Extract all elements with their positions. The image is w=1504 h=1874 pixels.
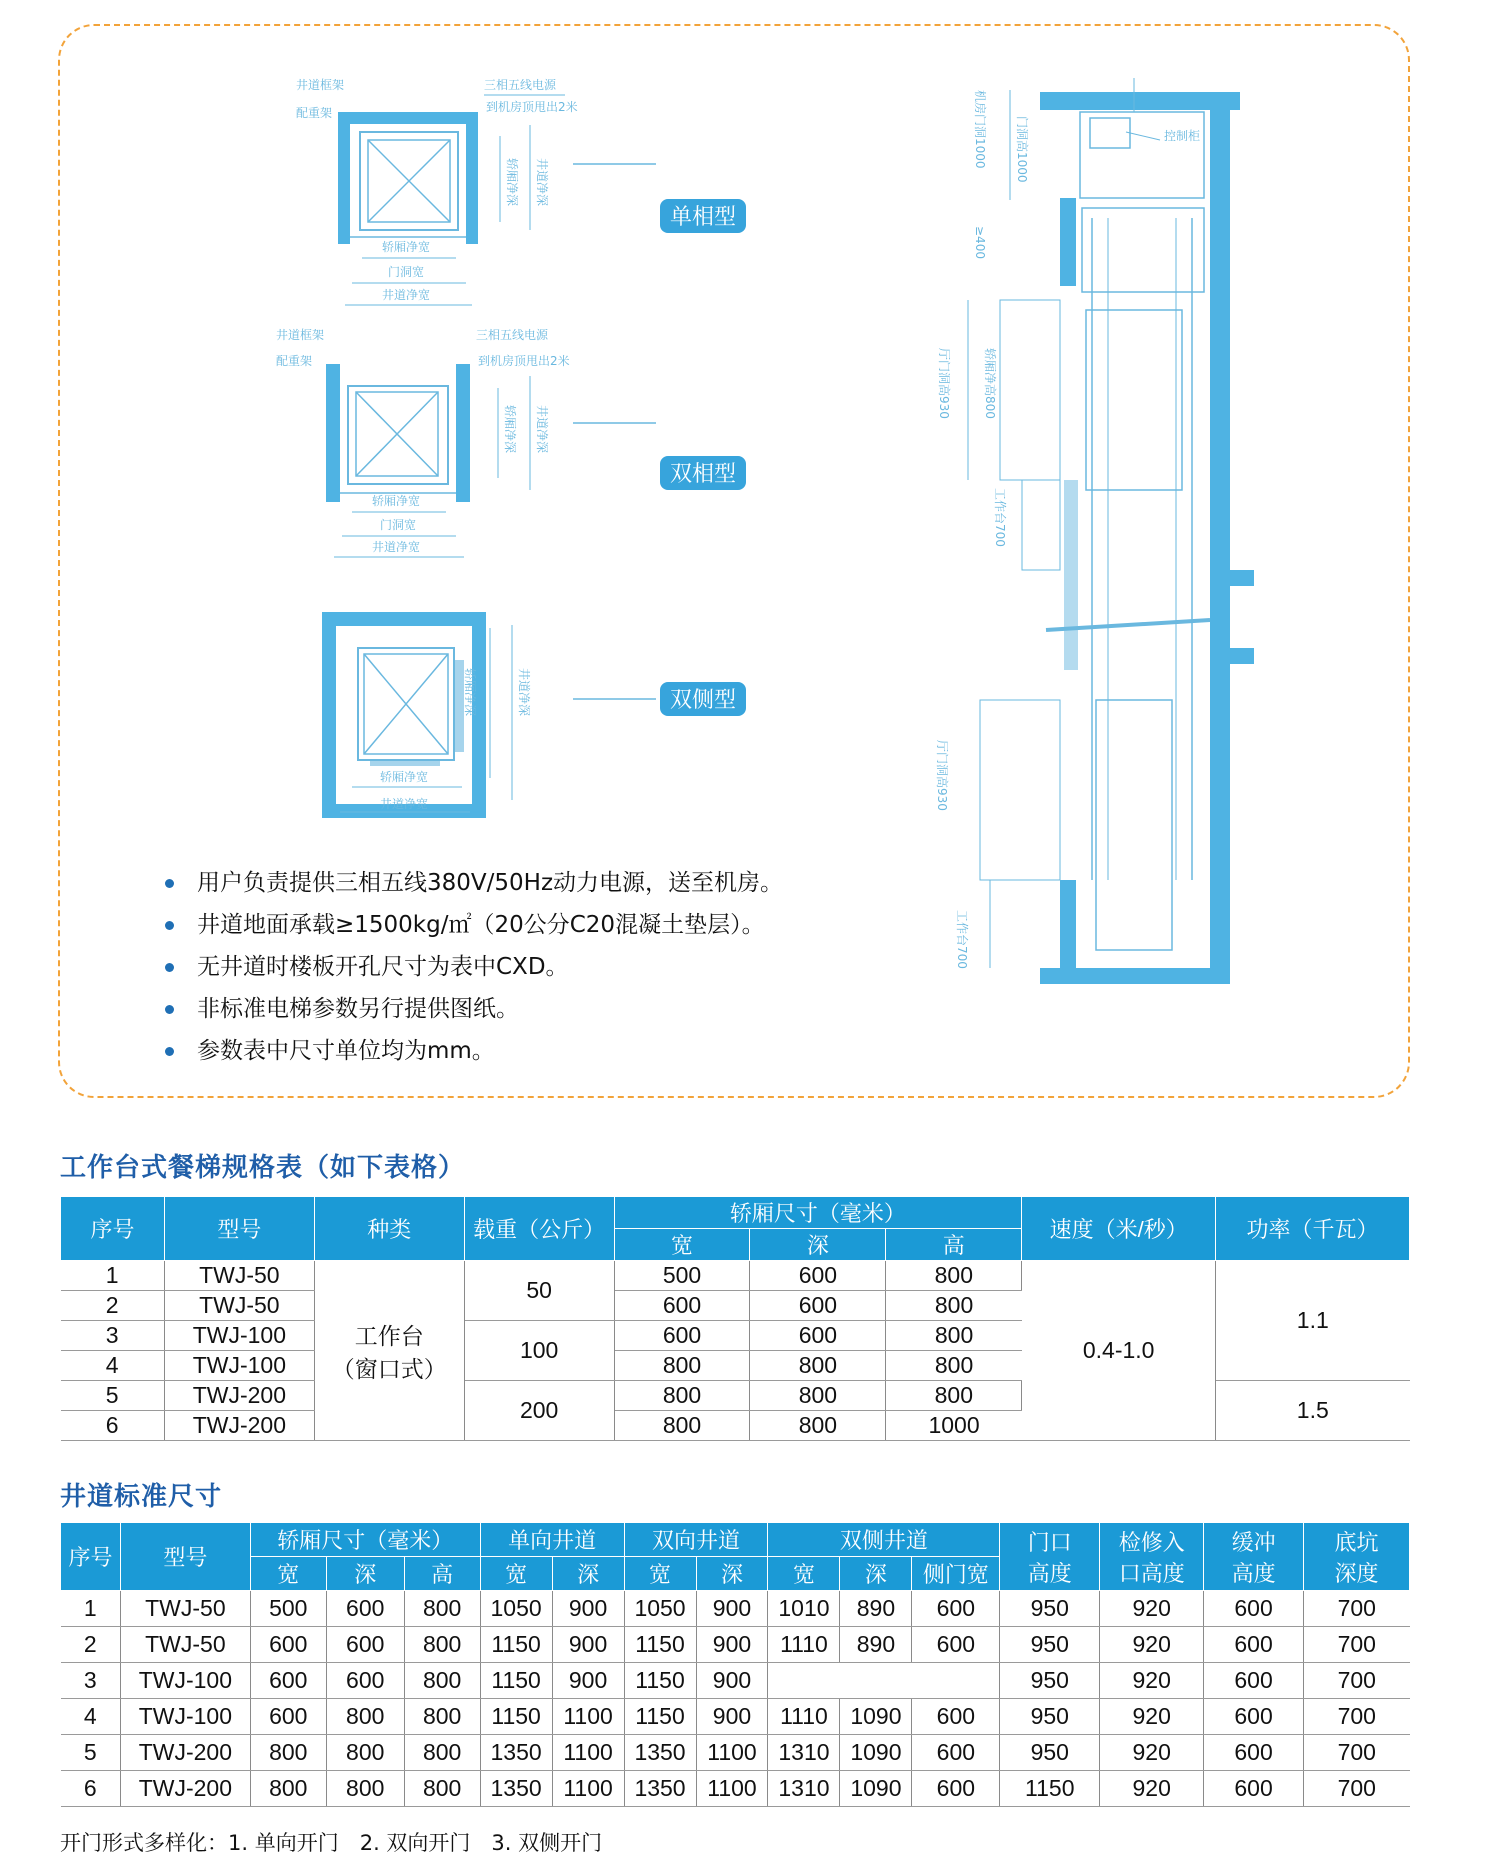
table-row (61, 1591, 1410, 1627)
th2-side-w: 宽 (768, 1557, 840, 1591)
cell-power: 1.5 (1216, 1381, 1410, 1441)
cell: 1150 (624, 1699, 696, 1735)
cell: 600 (912, 1591, 1000, 1627)
cell-width: 500 (614, 1261, 750, 1291)
control-cabinet-label: 控制柜 (1164, 129, 1201, 143)
power-label: 三相五线电源 (484, 78, 557, 92)
th2-single-w: 宽 (480, 1557, 552, 1591)
cell-height: 800 (886, 1321, 1022, 1351)
th-width: 宽 (614, 1229, 750, 1261)
car-width-label-2: 轿厢净宽 (372, 494, 421, 508)
tag-double-text: 双相型 (669, 462, 737, 487)
cell-height: 800 (886, 1261, 1022, 1291)
th2-model: 型号 (120, 1523, 250, 1591)
th2-no: 序号 (61, 1523, 121, 1591)
cell: 500 (250, 1591, 326, 1627)
note-item: 井道地面承载≥1500kg/㎡（20公分C20混凝土垫层）。 (165, 904, 783, 946)
cell: 950 (1000, 1663, 1100, 1699)
cell-power: 1.1 (1216, 1261, 1410, 1381)
cell: TWJ-100 (120, 1663, 250, 1699)
cell: 600 (250, 1663, 326, 1699)
cell: 890 (840, 1627, 912, 1663)
cell: 900 (552, 1663, 624, 1699)
hall-door-height-label-2: 厅门洞高930 (935, 740, 949, 811)
cell: 1310 (768, 1735, 840, 1771)
cell-speed: 0.4-1.0 (1022, 1261, 1216, 1441)
cell: 1350 (480, 1771, 552, 1807)
cell: 1150 (1000, 1771, 1100, 1807)
th-height: 高 (886, 1229, 1022, 1261)
th2-insp-l1: 检修入 (1118, 1529, 1185, 1555)
cell: 1350 (624, 1735, 696, 1771)
cell-no: 3 (61, 1321, 165, 1351)
door-types-note: 开门形式多样化：1. 单向开门 2. 双向开门 3. 双侧开门 (60, 1831, 603, 1855)
cell: 1110 (768, 1699, 840, 1735)
cell: 3 (61, 1663, 121, 1699)
cell-kind (314, 1261, 464, 1441)
th2-car-w: 宽 (250, 1557, 326, 1591)
cell: 800 (326, 1771, 404, 1807)
cell: 600 (326, 1591, 404, 1627)
cell: 800 (326, 1699, 404, 1735)
cell: 1350 (624, 1771, 696, 1807)
cell-model: TWJ-200 (164, 1381, 314, 1411)
table1-title: 工作台式餐梯规格表（如下表格） (60, 1153, 466, 1183)
door-height-label: 门洞高1000 (1015, 116, 1029, 183)
plan-side-type (322, 612, 746, 818)
machine-room-door-label: 机房门洞1000 (973, 90, 987, 169)
th-load: 载重（公斤） (464, 1197, 614, 1261)
cell: 600 (1204, 1771, 1304, 1807)
th2-single-shaft: 单向井道 (480, 1523, 624, 1557)
th2-pit-l2: 深度 (1334, 1560, 1379, 1586)
cell: 900 (552, 1627, 624, 1663)
shaft-width-label: 井道净宽 (382, 288, 431, 302)
cell: 900 (696, 1699, 768, 1735)
th-car-size: 轿厢尺寸（毫米） (614, 1197, 1022, 1229)
cell-model: TWJ-200 (164, 1411, 314, 1441)
cell-depth: 800 (750, 1351, 886, 1381)
car-height-label: 轿厢净高800 (983, 348, 997, 419)
cell-width: 600 (614, 1291, 750, 1321)
th2-pit-depth (1304, 1523, 1410, 1591)
cell-depth: 600 (750, 1321, 886, 1351)
table-row (61, 1627, 1410, 1663)
cell-no: 2 (61, 1291, 165, 1321)
cell: 700 (1304, 1699, 1410, 1735)
cell: 2 (61, 1627, 121, 1663)
door-width-label-2: 门洞宽 (380, 518, 417, 532)
cell: 900 (696, 1591, 768, 1627)
cell (840, 1663, 912, 1699)
cell: 6 (61, 1771, 121, 1807)
th-kind: 种类 (314, 1197, 464, 1261)
cell: 800 (404, 1735, 480, 1771)
workbench-label-2: 工作台700 (955, 910, 969, 969)
cell-model: TWJ-100 (164, 1351, 314, 1381)
cell: 920 (1100, 1699, 1204, 1735)
cell: 1350 (480, 1735, 552, 1771)
cell: 600 (250, 1627, 326, 1663)
cell-width: 600 (614, 1321, 750, 1351)
cell-no: 4 (61, 1351, 165, 1381)
cell: 890 (840, 1591, 912, 1627)
cell: 900 (696, 1627, 768, 1663)
car-depth-label: 轿厢净深 (505, 158, 519, 207)
th2-double-d: 深 (696, 1557, 768, 1591)
cell: 600 (1204, 1591, 1304, 1627)
cell: 1010 (768, 1591, 840, 1627)
th2-double-shaft: 双向井道 (624, 1523, 768, 1557)
cell (768, 1663, 840, 1699)
cell: 600 (326, 1663, 404, 1699)
cell: 1100 (552, 1735, 624, 1771)
cell: 1050 (624, 1591, 696, 1627)
th-speed: 速度（米/秒） (1022, 1197, 1216, 1261)
cell-model: TWJ-50 (164, 1291, 314, 1321)
table-row (61, 1261, 1410, 1291)
th2-pit-l1: 底坑 (1334, 1529, 1379, 1555)
cell: 800 (404, 1591, 480, 1627)
cell: 1110 (768, 1627, 840, 1663)
shaft-width-label-2: 井道净宽 (372, 540, 421, 554)
th2-car-h: 高 (404, 1557, 480, 1591)
spec-table (60, 1196, 1410, 1441)
counterweight-label-2: 配重架 (276, 354, 313, 368)
cell-height: 800 (886, 1291, 1022, 1321)
note-item: 非标准电梯参数另行提供图纸。 (165, 988, 783, 1030)
cell-height: 1000 (886, 1411, 1022, 1441)
cell: 920 (1100, 1591, 1204, 1627)
note-item: 用户负责提供三相五线380V/50Hz动力电源，送至机房。 (165, 862, 783, 904)
cell-model: TWJ-50 (164, 1261, 314, 1291)
cell: 800 (250, 1771, 326, 1807)
cell: 600 (1204, 1735, 1304, 1771)
cell: 800 (250, 1735, 326, 1771)
car-width-label-3: 轿厢净宽 (380, 770, 429, 784)
car-width-label: 轿厢净宽 (382, 240, 431, 254)
cell: 600 (326, 1627, 404, 1663)
cell: 800 (404, 1771, 480, 1807)
cell: 600 (1204, 1699, 1304, 1735)
table2-title: 井道标准尺寸 (60, 1482, 223, 1512)
cell-width: 800 (614, 1411, 750, 1441)
cell: TWJ-100 (120, 1699, 250, 1735)
th2-car-size: 轿厢尺寸（毫米） (250, 1523, 480, 1557)
cell: TWJ-50 (120, 1591, 250, 1627)
cell: 800 (404, 1663, 480, 1699)
cell-height: 800 (886, 1351, 1022, 1381)
car-depth-label-3: 轿厢净深 (463, 668, 477, 717)
cell-load: 50 (464, 1261, 614, 1321)
tag-single-text: 单相型 (669, 205, 737, 230)
shaft-table (60, 1522, 1410, 1807)
cell: 1100 (552, 1699, 624, 1735)
cell: 1150 (480, 1663, 552, 1699)
cell: 1090 (840, 1699, 912, 1735)
cell: 700 (1304, 1591, 1410, 1627)
th-depth: 深 (750, 1229, 886, 1261)
table-row (61, 1663, 1410, 1699)
cell-load: 200 (464, 1381, 614, 1441)
cell: 950 (1000, 1591, 1100, 1627)
cell: 600 (1204, 1663, 1304, 1699)
cell-depth: 600 (750, 1261, 886, 1291)
door-width-label: 门洞宽 (388, 265, 425, 279)
th2-door-height (1000, 1523, 1100, 1591)
cell-width: 800 (614, 1381, 750, 1411)
cell-no: 6 (61, 1411, 165, 1441)
cell-width: 800 (614, 1351, 750, 1381)
cell: 950 (1000, 1627, 1100, 1663)
shaft-frame-label: 井道框架 (296, 78, 345, 92)
elevation-section (935, 78, 1254, 984)
cell: TWJ-200 (120, 1735, 250, 1771)
cell-height: 800 (886, 1381, 1022, 1411)
hall-door-height-label: 厅门洞高930 (937, 348, 951, 419)
clearance-label: ≥400 (973, 226, 987, 259)
cell: 900 (552, 1591, 624, 1627)
counterweight-label: 配重架 (296, 106, 333, 120)
cell: 1 (61, 1591, 121, 1627)
cell-load: 100 (464, 1321, 614, 1381)
power-label-2: 三相五线电源 (476, 328, 549, 342)
cell: TWJ-50 (120, 1627, 250, 1663)
cell: 1150 (480, 1699, 552, 1735)
cell: 800 (404, 1699, 480, 1735)
cell: 1100 (552, 1771, 624, 1807)
cell: 920 (1100, 1735, 1204, 1771)
th2-door-height-l2: 高度 (1027, 1560, 1072, 1586)
th2-door-height-l1: 门口 (1027, 1529, 1072, 1555)
cell: 920 (1100, 1627, 1204, 1663)
cell: 1090 (840, 1735, 912, 1771)
shaft-width-label-3: 井道净宽 (380, 797, 429, 811)
cell: 600 (912, 1735, 1000, 1771)
plan-double-type (276, 327, 746, 557)
th2-insp-l2: 口高度 (1118, 1560, 1185, 1586)
th2-double-w: 宽 (624, 1557, 696, 1591)
cell: 1150 (624, 1627, 696, 1663)
cell: 600 (250, 1699, 326, 1735)
th2-single-d: 深 (552, 1557, 624, 1591)
th2-buffer-height (1204, 1523, 1304, 1591)
tag-side-text: 双侧型 (669, 688, 737, 713)
cell: 1150 (480, 1627, 552, 1663)
notes-list (165, 862, 783, 1072)
cell: 1100 (696, 1735, 768, 1771)
cell: 700 (1304, 1735, 1410, 1771)
cell: 920 (1100, 1771, 1204, 1807)
cell: 700 (1304, 1771, 1410, 1807)
th2-inspection-height (1100, 1523, 1204, 1591)
th-no: 序号 (61, 1197, 165, 1261)
cell: 1100 (696, 1771, 768, 1807)
table-row (61, 1699, 1410, 1735)
kind-line1: 工作台 (354, 1322, 424, 1349)
cell: 600 (912, 1627, 1000, 1663)
power-note-label-2: 到机房顶甩出2米 (478, 354, 570, 368)
shaft-frame-label-2: 井道框架 (276, 328, 325, 342)
workbench-label: 工作台700 (993, 488, 1007, 547)
cell: 700 (1304, 1663, 1410, 1699)
note-item: 参数表中尺寸单位均为mm。 (165, 1030, 783, 1072)
cell (912, 1663, 1000, 1699)
cell: TWJ-200 (120, 1771, 250, 1807)
cell: 5 (61, 1735, 121, 1771)
cell: 920 (1100, 1663, 1204, 1699)
th2-buf-l1: 缓冲 (1231, 1529, 1276, 1555)
kind-line2: （窗口式） (331, 1355, 447, 1382)
table-row (61, 1771, 1410, 1807)
th2-car-d: 深 (326, 1557, 404, 1591)
cell-depth: 600 (750, 1291, 886, 1321)
cell: 800 (404, 1627, 480, 1663)
car-depth-label-2: 轿厢净深 (503, 405, 517, 454)
shaft-depth-label-3: 井道净深 (517, 668, 531, 717)
th2-side-d: 深 (840, 1557, 912, 1591)
cell: 700 (1304, 1627, 1410, 1663)
shaft-depth-label-2: 井道净深 (535, 405, 549, 454)
shaft-depth-label: 井道净深 (535, 158, 549, 207)
power-note-label: 到机房顶甩出2米 (486, 100, 578, 114)
cell: 950 (1000, 1699, 1100, 1735)
cell: 1150 (624, 1663, 696, 1699)
cell: 600 (1204, 1627, 1304, 1663)
th2-side-door: 侧门宽 (912, 1557, 1000, 1591)
th-model: 型号 (164, 1197, 314, 1261)
cell-no: 1 (61, 1261, 165, 1291)
table-row (61, 1735, 1410, 1771)
cell: 1310 (768, 1771, 840, 1807)
cell: 800 (326, 1735, 404, 1771)
cell-model: TWJ-100 (164, 1321, 314, 1351)
cell: 600 (912, 1699, 1000, 1735)
cell-depth: 800 (750, 1381, 886, 1411)
th2-side-shaft: 双侧井道 (768, 1523, 1000, 1557)
cell: 1050 (480, 1591, 552, 1627)
cell: 600 (912, 1771, 1000, 1807)
cell: 900 (696, 1663, 768, 1699)
note-item: 无井道时楼板开孔尺寸为表中CXD。 (165, 946, 783, 988)
cell-depth: 800 (750, 1411, 886, 1441)
cell: 4 (61, 1699, 121, 1735)
th2-buf-l2: 高度 (1231, 1560, 1276, 1586)
cell: 1090 (840, 1771, 912, 1807)
plan-single-type (296, 77, 746, 305)
th-power: 功率（千瓦） (1216, 1197, 1410, 1261)
cell: 950 (1000, 1735, 1100, 1771)
cell-no: 5 (61, 1381, 165, 1411)
